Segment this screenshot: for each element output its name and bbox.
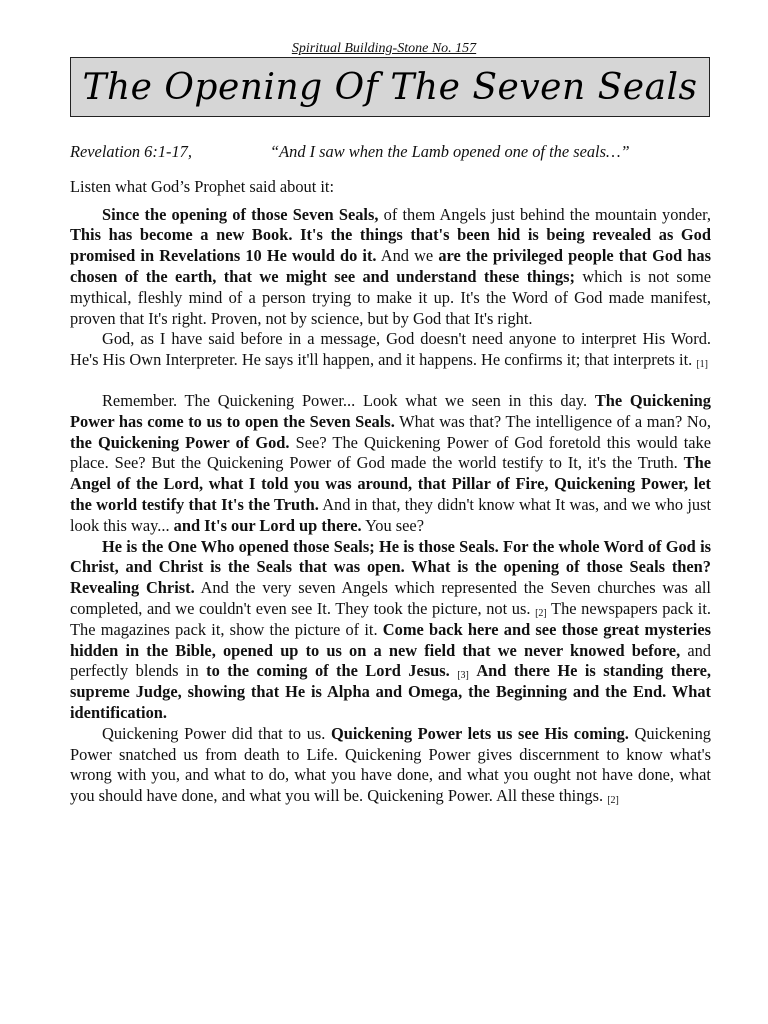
bold-span: Quickening Power lets us see His coming. xyxy=(330,723,629,743)
bold-span: the Quickening Power of God. xyxy=(70,432,290,452)
bold-span: Since the opening of those Seven Seals, xyxy=(102,204,379,224)
text-span: And the very seven Angels which represented the Seven churches was all completed, and we couldn't even see It. They took the picture, not us. xyxy=(70,578,711,618)
text-span: And we xyxy=(376,246,439,266)
footnote-ref: [1] xyxy=(696,359,708,371)
text-span: of them Angels just behind the mountain yonder, xyxy=(378,204,711,224)
title-banner xyxy=(70,57,710,117)
page-title: The Opening Of The Seven Seals xyxy=(82,66,698,108)
bold-span: Come back here and see those great mysteries hidden in the Bible, opened up to us on a new field that we never knowed before, xyxy=(70,619,711,660)
scripture-reference xyxy=(70,142,711,163)
bold-span: The Angel of the Lord, what I told you was around, that Pillar of Fire, Quickening Power, let the world testify that It's the Truth. xyxy=(70,453,711,514)
bold-span: And there He is standing there, supreme Judge, showing that He is Alpha and Omega, the Beginning and the End. What identification. xyxy=(70,661,712,722)
bold-span: This has become a new Book. It's the things that's been hid is being revealed as God promised in Revelations 10 He would do it. xyxy=(70,225,711,266)
bold-span: to the coming of the Lord Jesus. xyxy=(206,661,450,681)
text-span: Quickening Power did that to us. xyxy=(102,723,331,743)
paragraph-5 xyxy=(70,724,711,807)
text-span: And in that, they didn't know what It was, and we who just look this way... xyxy=(70,494,712,535)
paragraph-4 xyxy=(70,537,711,724)
bold-span: and It's our Lord up there. xyxy=(173,515,362,535)
text-span: Quickening Power snatched us from death to Life. Quickening Power gives discernment to know what's wrong with you, and what to do, what you have done, and what you ought not have done, what you should have done, and what you will be. Quickening Power. All these things. xyxy=(70,723,711,806)
scripture-quote: “And I saw when the Lamb opened one of the seals…” xyxy=(270,142,630,161)
footnote-ref: [2] xyxy=(607,795,619,807)
paragraph-1 xyxy=(70,205,711,330)
intro-line: Listen what God’s Prophet said about it: xyxy=(70,176,335,196)
paragraph-3 xyxy=(70,391,711,537)
scripture-ref: Revelation 6:1-17, xyxy=(70,142,192,161)
bold-span: The Quickening Power has come to us to open the Seven Seals. xyxy=(70,390,711,431)
text-span: The newspapers pack it. The magazines pack it, show the picture of it. xyxy=(70,598,712,639)
text-span: and perfectly blends in xyxy=(70,640,712,681)
footnote-ref: [2] xyxy=(535,607,547,619)
text-span: which is not some mythical, fleshly mind of a person trying to make it up. It's the Word of God made manifest, proven that It's right. Proven, not by science, but by God that It's right. xyxy=(70,266,712,328)
text-span: Remember. The Quickening Power... Look what we seen in this day. xyxy=(102,390,595,410)
bold-span: He is the One Who opened those Seals; He is those Seals. For the whole Word of God is Christ, and Christ is the Seals that was open. What is the opening of those Seals then? Revealing Christ. xyxy=(70,536,711,598)
bold-span: are the privileged people that God has chosen of the earth, that we might see and understand these things; xyxy=(70,246,711,286)
text-span: What was that? The intelligence of a man? No, xyxy=(394,411,711,431)
footnote-ref: [3] xyxy=(457,670,469,682)
series-label: Spiritual Building-Stone No. 157 xyxy=(291,41,477,56)
text-span: You see? xyxy=(361,515,424,535)
paragraph-2 xyxy=(70,329,711,371)
text-span: See? The Quickening Power of God foretold this would take place. See? But the Quickening Power of God made the world testify to It, it's the Truth. xyxy=(70,432,711,473)
document-body xyxy=(70,142,711,807)
text-span: God, as I have said before in a message, God doesn't need anyone to interpret His Word. He's His Own Interpreter. He says it'll happen, and it happens. He confirms it; that interprets it. xyxy=(70,329,711,370)
